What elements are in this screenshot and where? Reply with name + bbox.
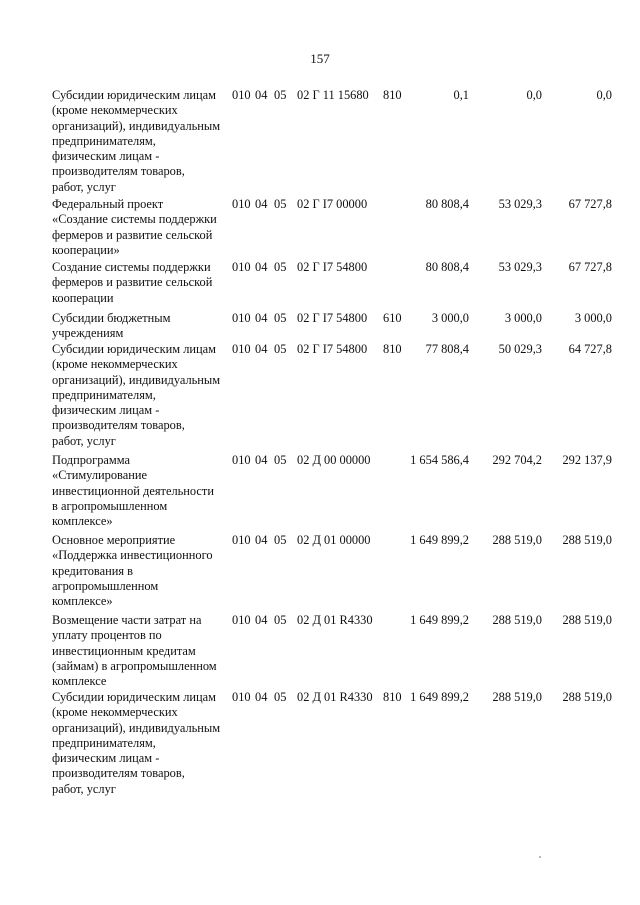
target-article-code: 02 Г I7 00000 <box>297 197 368 211</box>
amount-year-1: 1 649 899,2 <box>410 613 469 627</box>
section-code: 04 <box>255 690 268 704</box>
target-article-code: 02 Г I7 54800 <box>297 311 368 325</box>
ministry-code: 010 <box>232 533 251 547</box>
target-article-code: 02 Д 01 00000 <box>297 533 371 547</box>
amount-year-1: 77 808,4 <box>425 342 469 356</box>
amount-year-1: 1 654 586,4 <box>410 453 469 467</box>
row-name: Субсидии юридическим лицам (кроме некоммерческих организаций), индивидуальным предпринимателям, физическим лицам - производителям товаров, работ, услуг <box>52 690 221 796</box>
row-name: Субсидии юридическим лицам (кроме некоммерческих организаций), индивидуальным предпринимателям, физическим лицам - производителям товаров, работ, услуг <box>52 342 221 448</box>
expense-type-code: 810 <box>383 88 402 102</box>
row-name: Субсидии бюджетным учреждениям <box>52 311 171 341</box>
row-name: Создание системы поддержки фермеров и развитие сельской кооперации <box>52 260 213 305</box>
ministry-code: 010 <box>232 342 251 356</box>
amount-year-2: 53 029,3 <box>498 197 542 211</box>
row-name: Субсидии юридическим лицам (кроме некоммерческих организаций), индивидуальным предпринимателям, физическим лицам - производителям товаров, работ, услуг <box>52 88 221 194</box>
expense-type-code: 810 <box>383 690 402 704</box>
ministry-code: 010 <box>232 260 251 274</box>
amount-year-1: 80 808,4 <box>425 197 469 211</box>
target-article-code: 02 Г 11 15680 <box>297 88 369 102</box>
amount-year-2: 3 000,0 <box>504 311 542 325</box>
ministry-code: 010 <box>232 613 251 627</box>
expense-type-code: 810 <box>383 342 402 356</box>
subsection-code: 05 <box>274 613 287 627</box>
subsection-code: 05 <box>274 690 287 704</box>
subsection-code: 05 <box>274 260 287 274</box>
subsection-code: 05 <box>274 453 287 467</box>
section-code: 04 <box>255 342 268 356</box>
section-code: 04 <box>255 533 268 547</box>
amount-year-2: 288 519,0 <box>492 533 542 547</box>
target-article-code: 02 Д 01 R4330 <box>297 613 373 627</box>
ministry-code: 010 <box>232 453 251 467</box>
amount-year-1: 0,1 <box>453 88 469 102</box>
amount-year-1: 80 808,4 <box>425 260 469 274</box>
amount-year-3: 67 727,8 <box>568 197 612 211</box>
amount-year-2: 0,0 <box>526 88 542 102</box>
ministry-code: 010 <box>232 197 251 211</box>
row-name: Возмещение части затрат на уплату процентов по инвестиционным кредитам (займам) в агропромышленном комплексе <box>52 613 217 689</box>
subsection-code: 05 <box>274 88 287 102</box>
ministry-code: 010 <box>232 311 251 325</box>
scan-speck <box>539 856 541 858</box>
row-name: Федеральный проект «Создание системы поддержки фермеров и развитие сельской кооперации» <box>52 197 217 257</box>
amount-year-3: 3 000,0 <box>574 311 612 325</box>
amount-year-3: 292 137,9 <box>562 453 612 467</box>
target-article-code: 02 Д 00 00000 <box>297 453 371 467</box>
section-code: 04 <box>255 453 268 467</box>
amount-year-2: 50 029,3 <box>498 342 542 356</box>
amount-year-3: 288 519,0 <box>562 613 612 627</box>
target-article-code: 02 Г I7 54800 <box>297 260 368 274</box>
subsection-code: 05 <box>274 197 287 211</box>
amount-year-1: 1 649 899,2 <box>410 690 469 704</box>
amount-year-2: 288 519,0 <box>492 613 542 627</box>
amount-year-2: 53 029,3 <box>498 260 542 274</box>
amount-year-3: 0,0 <box>596 88 612 102</box>
section-code: 04 <box>255 260 268 274</box>
amount-year-3: 288 519,0 <box>562 533 612 547</box>
amount-year-2: 288 519,0 <box>492 690 542 704</box>
subsection-code: 05 <box>274 311 287 325</box>
section-code: 04 <box>255 88 268 102</box>
row-name: Подпрограмма «Стимулирование инвестиционной деятельности в агропромышленном комплексе» <box>52 453 214 529</box>
section-code: 04 <box>255 311 268 325</box>
amount-year-1: 1 649 899,2 <box>410 533 469 547</box>
section-code: 04 <box>255 197 268 211</box>
subsection-code: 05 <box>274 533 287 547</box>
ministry-code: 010 <box>232 690 251 704</box>
amount-year-1: 3 000,0 <box>431 311 469 325</box>
target-article-code: 02 Д 01 R4330 <box>297 690 373 704</box>
amount-year-3: 288 519,0 <box>562 690 612 704</box>
ministry-code: 010 <box>232 88 251 102</box>
subsection-code: 05 <box>274 342 287 356</box>
expense-type-code: 610 <box>383 311 402 325</box>
section-code: 04 <box>255 613 268 627</box>
amount-year-2: 292 704,2 <box>492 453 542 467</box>
amount-year-3: 64 727,8 <box>568 342 612 356</box>
page-number: 157 <box>310 51 330 66</box>
target-article-code: 02 Г I7 54800 <box>297 342 368 356</box>
row-name: Основное мероприятие «Поддержка инвестиционного кредитования в агропромышленном комплексе» <box>52 533 213 609</box>
amount-year-3: 67 727,8 <box>568 260 612 274</box>
